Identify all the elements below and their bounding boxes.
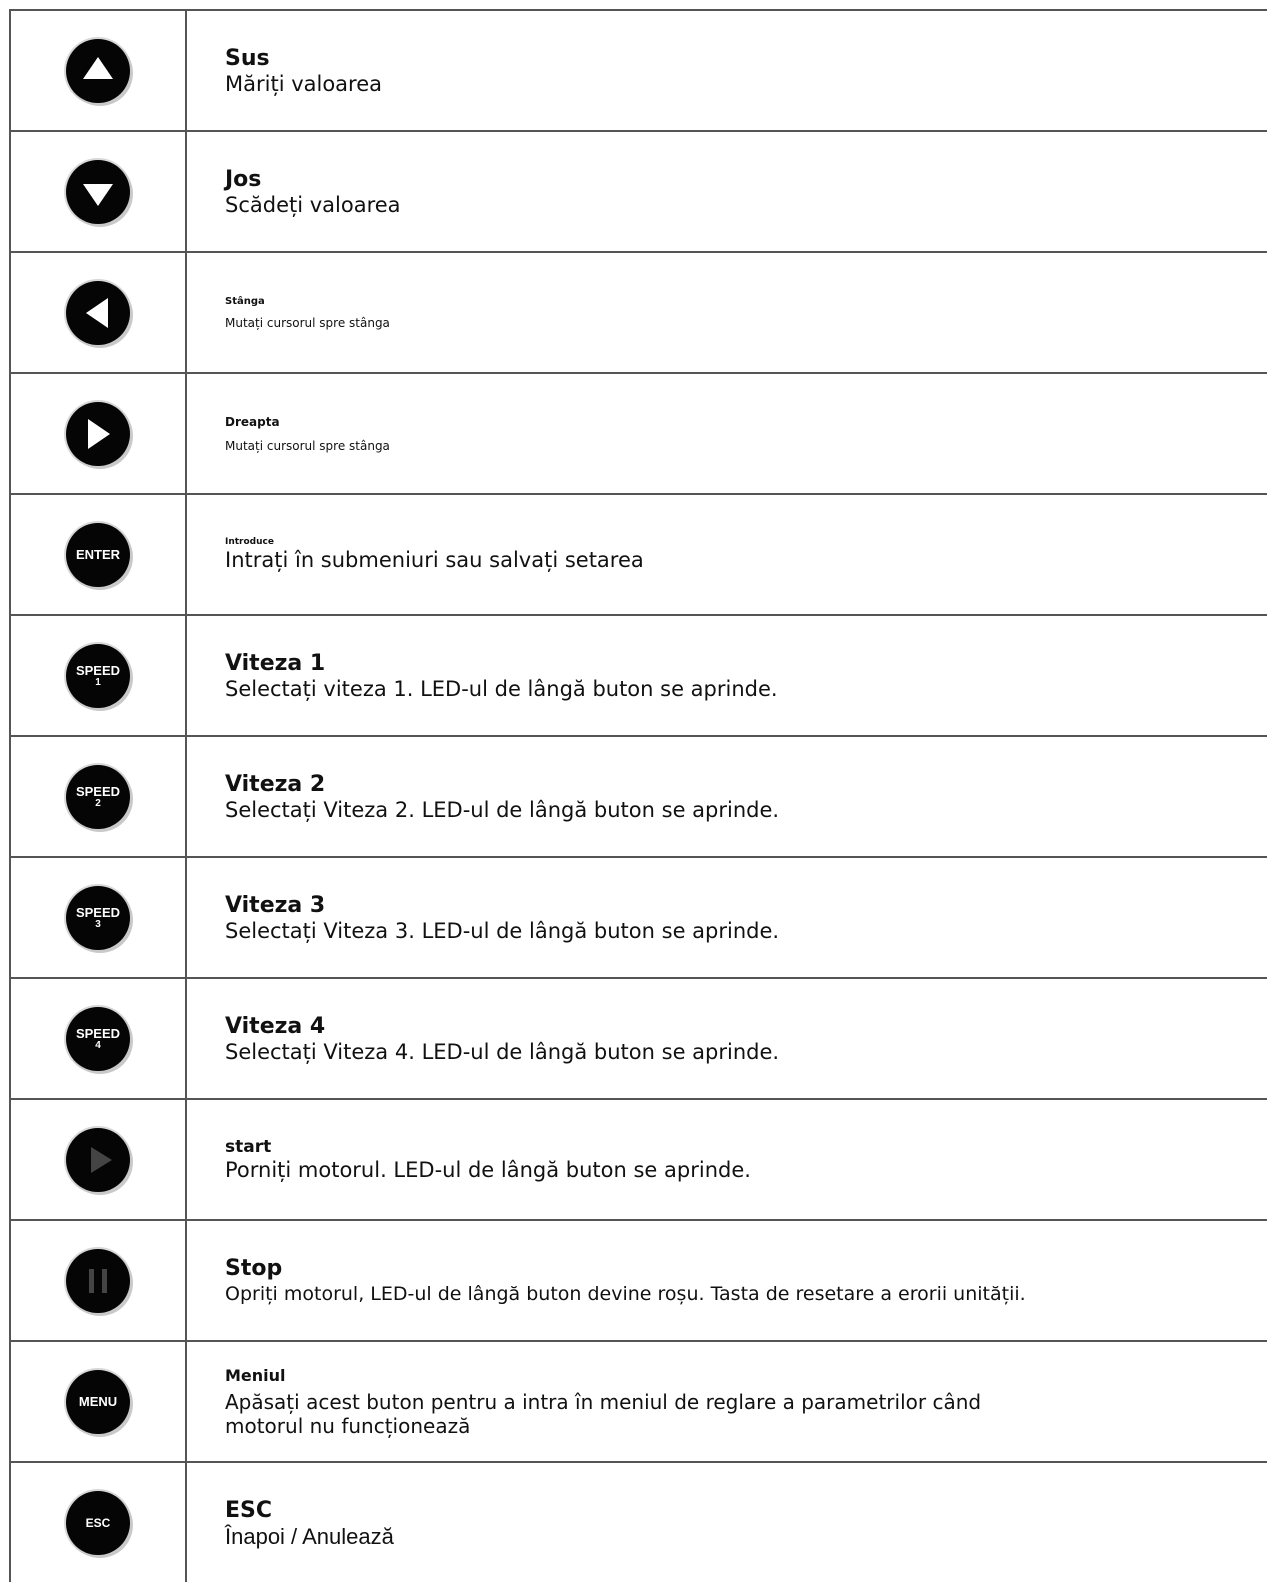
row-title: ESC xyxy=(225,1497,273,1523)
row-title: Dreapta xyxy=(225,414,280,429)
row-description: Selectați Viteza 3. LED-ul de lângă buton se aprinde. xyxy=(225,918,780,943)
row-description: Măriți valoarea xyxy=(225,71,383,96)
table-row xyxy=(10,494,1267,615)
row-title: start xyxy=(225,1137,272,1157)
row-description: Selectați Viteza 2. LED-ul de lângă buton se aprinde. xyxy=(225,797,780,822)
keypad-legend-table xyxy=(9,9,1267,1582)
table-row xyxy=(10,857,1267,978)
row-title: Meniul xyxy=(225,1366,286,1385)
row-description: Mutați cursorul spre stânga xyxy=(225,438,390,453)
table-row xyxy=(10,1099,1267,1220)
row-title: Stop xyxy=(225,1255,283,1281)
enter-icon: ENTER xyxy=(66,523,130,587)
row-title: Introduce xyxy=(225,537,274,547)
table-row xyxy=(10,131,1267,252)
left-arrow-icon xyxy=(66,281,130,345)
right-arrow-icon xyxy=(66,402,130,466)
table-row xyxy=(10,1462,1267,1582)
row-description: Apăsați acest buton pentru a intra în meniul de reglare a parametrilor când motorul nu funcționează xyxy=(225,1390,982,1438)
table-row xyxy=(10,252,1267,373)
speed-2-icon: SPEED 2 xyxy=(66,765,130,829)
row-description: Selectați viteza 1. LED-ul de lângă buton se aprinde. xyxy=(225,676,778,701)
table-row xyxy=(10,1341,1267,1462)
up-arrow-icon xyxy=(66,39,130,103)
stop-pause-icon xyxy=(66,1249,130,1313)
table-row xyxy=(10,615,1267,736)
menu-icon: MENU xyxy=(66,1370,130,1434)
speed-4-icon: SPEED 4 xyxy=(66,1007,130,1071)
table-row xyxy=(10,736,1267,857)
table-row xyxy=(10,10,1267,131)
row-title: Sus xyxy=(225,45,270,71)
esc-icon: ESC xyxy=(66,1491,130,1555)
row-description: Înapoi / Anulează xyxy=(225,1523,394,1549)
row-title: Viteza 3 xyxy=(225,892,326,918)
row-description: Intrați în submeniuri sau salvați setarea xyxy=(225,548,644,572)
row-description: Porniți motorul. LED-ul de lângă buton se aprinde. xyxy=(225,1158,751,1182)
table-row xyxy=(10,373,1267,494)
row-description: Opriți motorul, LED-ul de lângă buton devine roșu. Tasta de resetare a erorii unității. xyxy=(225,1282,1026,1305)
row-title: Viteza 1 xyxy=(225,650,326,676)
row-title: Viteza 4 xyxy=(225,1013,326,1039)
down-arrow-icon xyxy=(66,160,130,224)
row-title: Stânga xyxy=(225,295,265,307)
row-description: Mutați cursorul spre stânga xyxy=(225,315,390,330)
row-title: Viteza 2 xyxy=(225,771,326,797)
speed-3-icon: SPEED 3 xyxy=(66,886,130,950)
start-play-icon xyxy=(66,1128,130,1192)
row-title: Jos xyxy=(225,166,262,192)
table-row xyxy=(10,1220,1267,1341)
table-row xyxy=(10,978,1267,1099)
row-description: Scădeți valoarea xyxy=(225,192,401,217)
speed-1-icon: SPEED 1 xyxy=(66,644,130,708)
row-description: Selectați Viteza 4. LED-ul de lângă buton se aprinde. xyxy=(225,1039,780,1064)
